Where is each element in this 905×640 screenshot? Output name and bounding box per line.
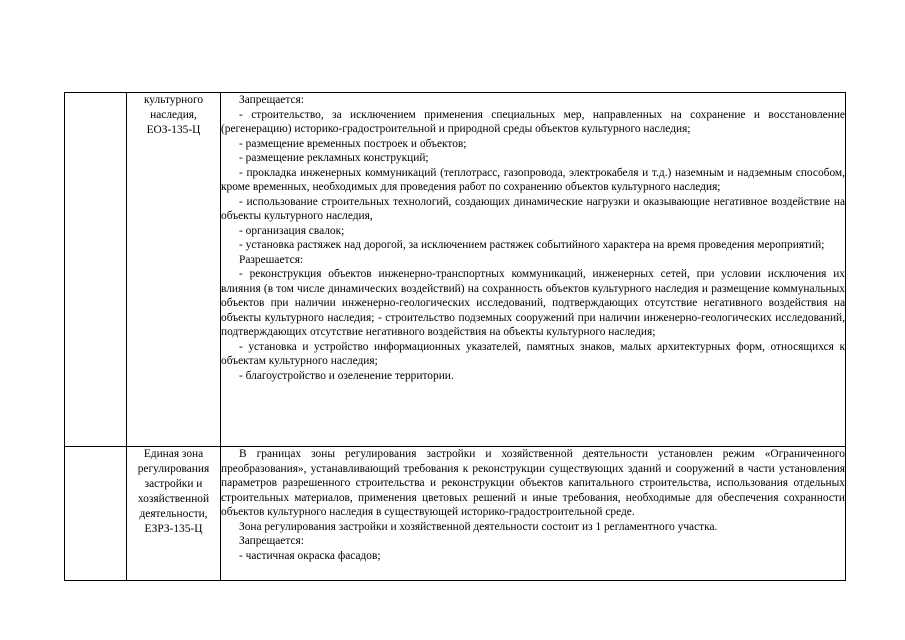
zone-name-line: ЕОЗ-135-Ц [146, 124, 201, 136]
paragraph: Разрешается: [239, 253, 304, 266]
paragraph: - благоустройство и озеленение территории. [239, 369, 454, 382]
paragraph: - размещение рекламных конструкций; [239, 152, 429, 164]
paragraph: - использование строительных технологий, создающих динамические нагрузки и оказывающие негативное воздействие на объекты культурного наследия, [221, 195, 845, 222]
paragraph: - размещение временных построек и объектов; [239, 137, 467, 150]
zone-name-line: деятельности, [139, 508, 208, 520]
row-number-cell [65, 93, 127, 447]
table-row [65, 93, 846, 447]
paragraph: Зона регулирования застройки и хозяйственной деятельности состоит из 1 регламентного участка. [239, 520, 718, 533]
paragraph: - реконструкция объектов инженерно-транспортных коммуникаций, инженерных сетей, при условии исключения их влияния (в том числе динамических воздействий) на сохранность объектов культурного наследия и размещение коммунальных объектов при наличии инженерно-геологических исследований, подтверждающих отсутствие негативного воздействия на объекты культурного наследия; - строительство подземных сооружений при наличии инженерно-геологических исследований, подтверждающих отсутствие негативного воздействия на объекты культурного наследия; [221, 268, 845, 338]
zone-name-cell [127, 447, 221, 581]
paragraph: - установка растяжек над дорогой, за исключением растяжек событийного характера на время проведения мероприятий; [239, 239, 825, 251]
row-number-cell [65, 447, 127, 581]
regulation-text-cell [221, 93, 846, 447]
paragraph: - частичная окраска фасадов; [239, 549, 381, 562]
zone-name-line: наследия, [150, 109, 197, 121]
paragraph: - строительство, за исключением применения специальных мер, направленных на сохранение и восстановление (регенерацию) историко-градостроительной и природной среды объектов культурного наследия; [221, 108, 845, 135]
paragraph: Запрещается: [239, 535, 304, 547]
paragraph: - организация свалок; [239, 224, 345, 237]
table-row [65, 447, 846, 581]
paragraph: Запрещается: [239, 94, 304, 106]
regulation-table [64, 92, 846, 581]
zone-name-line: ЕЗРЗ-135-Ц [144, 523, 203, 535]
zone-name-line: Единая зона [143, 448, 204, 460]
regulation-text-cell [221, 447, 846, 581]
zone-name-line: культурного [143, 94, 204, 106]
zone-name-line: застройки и [144, 478, 203, 490]
paragraph: - прокладка инженерных коммуникаций (теплотрасс, газопровода, электрокабеля и т.д.) наземным и надземным способом, кроме временных, необходимых для проведения работ по сохранению объектов культурного наследия; [221, 166, 845, 193]
zone-name-cell [127, 93, 221, 447]
zone-name-line: хозяйственной [137, 493, 210, 505]
zone-name-line: регулирования [137, 463, 210, 475]
paragraph: В границах зоны регулирования застройки и хозяйственной деятельности установлен режим «Ограниченного преобразования», устанавливающий требования к реконструкции существующих зданий и сооружений в части установления параметров разрешенного строительства и реконструкции объектов капитального строительства, использования отдельных строительных материалов, применения цветовых решений и иные требования, необходимые для обеспечения сохранности объектов культурного наследия в существующей историко-градостроительной среде. [221, 448, 845, 518]
paragraph: - установка и устройство информационных указателей, памятных знаков, малых архитектурных форм, относящихся к объектам культурного наследия; [221, 340, 845, 367]
